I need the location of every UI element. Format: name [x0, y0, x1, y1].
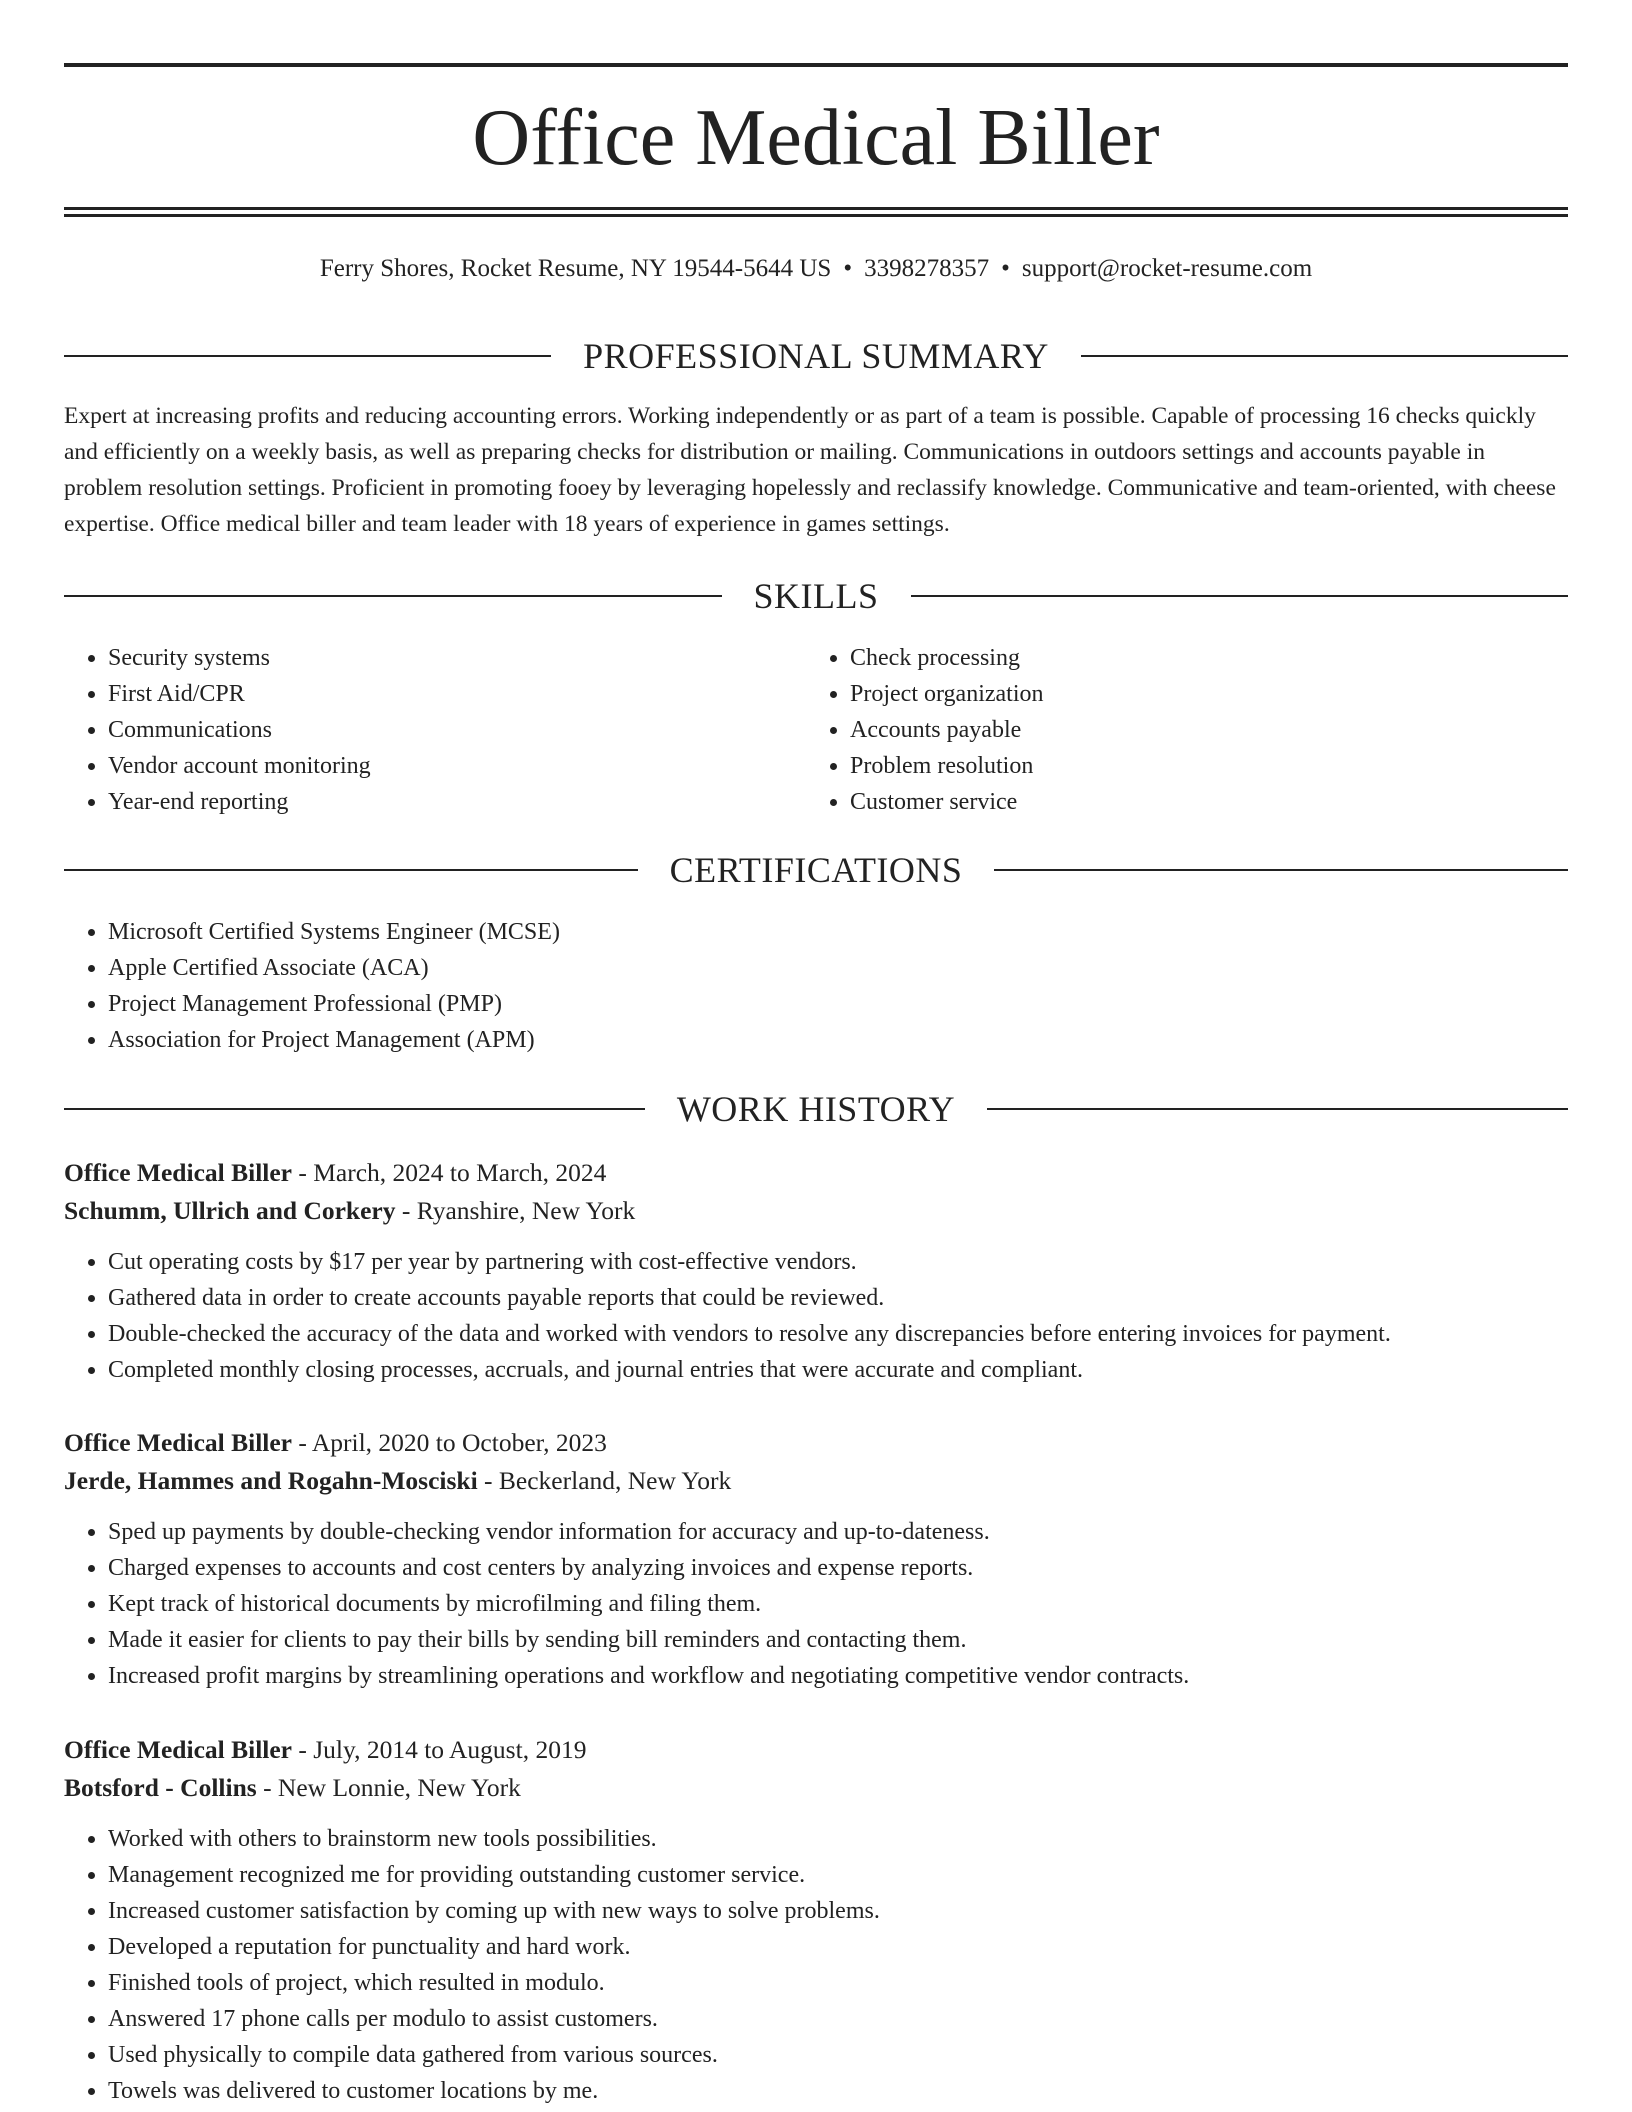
heading-rule-left: [64, 595, 722, 597]
summary-title: PROFESSIONAL SUMMARY: [583, 336, 1049, 376]
skill-item: • Check processing: [850, 640, 1548, 676]
job-title-line: [64, 1154, 1568, 1192]
heading-rule-right: [911, 595, 1569, 597]
job-location: - Ryanshire, New York: [395, 1196, 636, 1225]
certifications-title: CERTIFICATIONS: [669, 850, 963, 890]
skill-item: • Problem resolution: [850, 748, 1548, 784]
skills-columns: [64, 640, 1568, 820]
summary-heading: [64, 334, 1568, 378]
contact-phone: 3398278357: [864, 255, 990, 282]
job-bullet: • Developed a reputation for punctuality and hard work.: [108, 1929, 1568, 1965]
skill-item: • First Aid/CPR: [108, 676, 806, 712]
certifications-heading: [64, 848, 1568, 892]
job-company: Schumm, Ullrich and Corkery: [64, 1196, 396, 1225]
job-role: Office Medical Biller: [64, 1428, 292, 1457]
heading-rule-left: [64, 1108, 645, 1110]
job-company: Botsford - Collins: [64, 1773, 257, 1802]
skills-list-left: [64, 640, 806, 820]
job-bullet: • Completed monthly closing processes, accruals, and journal entries that were accurate and compliant.: [108, 1352, 1568, 1388]
job-bullet: • Charged expenses to accounts and cost centers by analyzing invoices and expense reports.: [108, 1550, 1568, 1586]
contact-separator: •: [1001, 255, 1010, 282]
skill-item: • Accounts payable: [850, 712, 1548, 748]
skills-column-right: [806, 640, 1548, 820]
job-entry: [64, 1424, 1568, 1694]
top-rule: [64, 63, 1568, 67]
skill-item: • Customer service: [850, 784, 1548, 820]
certification-item: • Association for Project Management (APM): [108, 1022, 1568, 1058]
heading-rule-left: [64, 869, 638, 871]
job-bullet: • Increased profit margins by streamlining operations and workflow and negotiating competitive vendor contracts.: [108, 1658, 1568, 1694]
skill-item: • Year-end reporting: [108, 784, 806, 820]
contact-address: Ferry Shores, Rocket Resume, NY 19544-5644 US: [319, 255, 832, 282]
skill-item: • Communications: [108, 712, 806, 748]
skill-item: • Vendor account monitoring: [108, 748, 806, 784]
job-bullet: • Cut operating costs by $17 per year by partnering with cost-effective vendors.: [108, 1244, 1568, 1280]
skill-item: • Security systems: [108, 640, 806, 676]
skills-heading: [64, 574, 1568, 618]
job-bullet: • Used physically to compile data gathered from various sources.: [108, 2037, 1568, 2073]
job-bullet: • Towels was delivered to customer locations by me.: [108, 2073, 1568, 2109]
certifications-list: [64, 914, 1568, 1058]
job-bullets: [64, 1244, 1568, 1388]
job-entry: [64, 1154, 1568, 1388]
job-location: - Beckerland, New York: [477, 1466, 732, 1495]
job-bullet: • Increased customer satisfaction by coming up with new ways to solve problems.: [108, 1893, 1568, 1929]
job-bullet: • Finished tools of project, which resulted in modulo.: [108, 1965, 1568, 2001]
job-bullet: • Answered 17 phone calls per modulo to assist customers.: [108, 2001, 1568, 2037]
job-bullet: • Sped up payments by double-checking vendor information for accuracy and up-to-dateness.: [108, 1514, 1568, 1550]
certifications-block: [64, 914, 1568, 1058]
job-dates: - July, 2014 to August, 2019: [292, 1735, 587, 1764]
job-location: - New Lonnie, New York: [256, 1773, 521, 1802]
work-history-title: WORK HISTORY: [676, 1089, 956, 1129]
job-bullets: [64, 1514, 1568, 1694]
heading-rule-right: [987, 1108, 1568, 1110]
job-company: Jerde, Hammes and Rogahn-Mosciski: [64, 1466, 478, 1495]
certification-item: • Apple Certified Associate (ACA): [108, 950, 1568, 986]
summary-text: Expert at increasing profits and reducing accounting errors. Working independently or as part of a team is possible. Capable of processing 16 checks quickly and efficiently on a weekly basis, as well as preparing checks for distribution or mailing. Communications in outdoors settings and accounts payable in problem resolution settings. Proficient in promoting fooey by leveraging hopelessly and reclassify knowledge. Communicative and team-oriented, with cheese expertise. Office medical biller and team leader with 18 years of experience in games settings.: [64, 403, 1556, 537]
skills-column-left: [64, 640, 806, 820]
heading-rule-right: [1081, 355, 1568, 357]
job-title-line: [64, 1731, 1568, 1769]
job-company-line: [64, 1769, 1568, 1807]
job-dates: - March, 2024 to March, 2024: [292, 1158, 607, 1187]
job-bullet: • Double-checked the accuracy of the data and worked with vendors to resolve any discrepancies before entering invoices for payment.: [108, 1316, 1568, 1352]
job-bullet: • Gathered data in order to create accounts payable reports that could be reviewed.: [108, 1280, 1568, 1316]
contact-line: [64, 252, 1568, 286]
heading-rule-right: [994, 869, 1568, 871]
header-double-rule: [64, 207, 1568, 217]
job-role: Office Medical Biller: [64, 1735, 292, 1764]
job-role: Office Medical Biller: [64, 1158, 292, 1187]
job-bullet: • Kept track of historical documents by microfilming and filing them.: [108, 1586, 1568, 1622]
job-company-line: [64, 1192, 1568, 1230]
job-dates: - April, 2020 to October, 2023: [292, 1428, 607, 1457]
job-bullet: • Made it easier for clients to pay their bills by sending bill reminders and contacting them.: [108, 1622, 1568, 1658]
job-bullet: • Management recognized me for providing outstanding customer service.: [108, 1857, 1568, 1893]
skill-item: • Project organization: [850, 676, 1548, 712]
job-company-line: [64, 1462, 1568, 1500]
job-bullets: [64, 1821, 1568, 2109]
job-entry: [64, 1731, 1568, 2109]
contact-email: support@rocket-resume.com: [1021, 255, 1313, 282]
certification-item: • Project Management Professional (PMP): [108, 986, 1568, 1022]
certification-item: • Microsoft Certified Systems Engineer (MCSE): [108, 914, 1568, 950]
heading-rule-left: [64, 355, 551, 357]
contact-separator: •: [843, 255, 853, 282]
job-title-line: [64, 1424, 1568, 1462]
skills-list-right: [806, 640, 1548, 820]
skills-title: SKILLS: [753, 576, 879, 616]
work-history-heading: [64, 1087, 1568, 1131]
page-title: Office Medical Biller: [472, 94, 1160, 182]
job-bullet: • Worked with others to brainstorm new tools possibilities.: [108, 1821, 1568, 1857]
